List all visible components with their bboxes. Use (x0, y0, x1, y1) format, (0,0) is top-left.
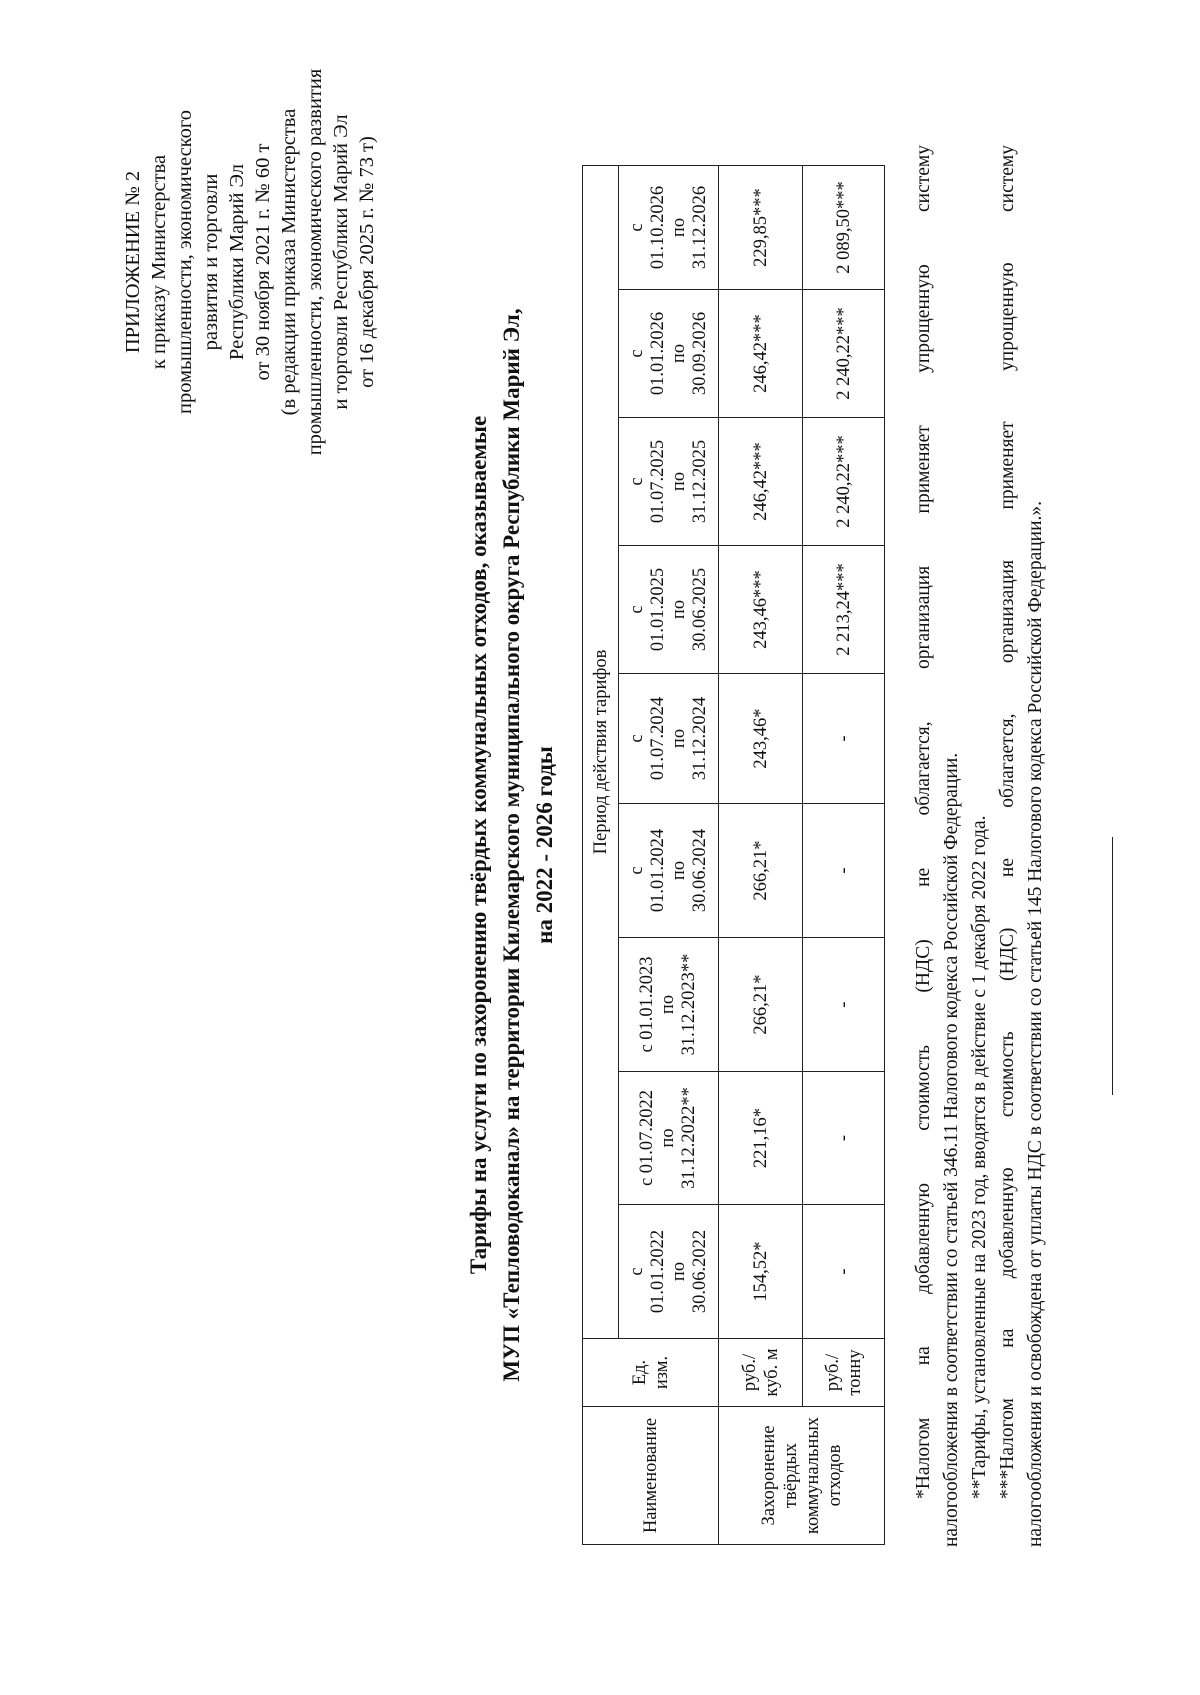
header-line: Республики Марий Эл (226, 163, 248, 361)
header-line: развития и торговли (200, 173, 222, 351)
tariff-table (582, 165, 885, 1545)
header-line: ПРИЛОЖЕНИЕ № 2 (122, 170, 144, 354)
footnotes (910, 145, 1050, 1547)
header-line: промышленности, экономического (174, 110, 196, 414)
tariff-value-cell: - (803, 1205, 885, 1339)
tariff-value-cell: - (803, 674, 885, 804)
header-line: промышленности, экономического развития (304, 68, 326, 456)
appendix-header (120, 47, 380, 477)
title-line-2: МУП «Тепловодоканал» на территории Килемарского муниципального округа Республики Марий Эл, (499, 308, 524, 1382)
table-row (803, 166, 885, 1545)
tariff-value-cell: 266,21* (719, 804, 803, 938)
period-cell: с 01.10.2026 по 31.12.2026 (619, 166, 719, 290)
table-header-row (583, 166, 619, 1545)
tariff-value-cell: 246,42*** (719, 290, 803, 418)
title-line-1: Тарифы на услуги по захоронению твёрдых коммунальных отходов, оказываемые (466, 415, 491, 1275)
tariff-value-cell: 243,46*** (719, 546, 803, 674)
footnote-3-line-2: налогообложения и освобождена от уплаты НДС в соответствии со статьей 145 Налогового кодекса Российской Федерации.». (1025, 500, 1046, 1547)
period-cell: с 01.07.2024 по 31.12.2024 (619, 674, 719, 804)
column-header-name: Наименование (583, 1407, 719, 1545)
table-row (719, 166, 803, 1545)
document-title (462, 115, 561, 1575)
header-line: к приказу Министерства (148, 154, 170, 370)
tariff-value-cell: 154,52* (719, 1205, 803, 1339)
tariff-value-cell: 2 089,50*** (803, 166, 885, 290)
unit-cell: руб./ тонну (803, 1339, 885, 1407)
footnote-3-line-1: ***Налогом на добавленную стоимость (НДС) не облагается, организация применяет упрощенную систему (997, 145, 1018, 1499)
header-line: и торговли Республики Марий Эл (330, 114, 352, 410)
unit-cell: руб./ куб. м (719, 1339, 803, 1407)
service-name-cell: Захоронение твёрдых коммунальных отходов (719, 1407, 885, 1545)
period-header-row (619, 166, 719, 1545)
footnote-1-line-1: *Налогом на добавленную стоимость (НДС) не облагается, организация применяет упрощенную систему (913, 145, 934, 1499)
period-cell: с 01.01.2022 по 30.06.2022 (619, 1205, 719, 1339)
tariff-value-cell: 243,46* (719, 674, 803, 804)
footnote-1-line-2: налогообложения в соответствии со статьей 346.11 Налогового кодекса Российской Федерации. (941, 752, 962, 1547)
header-line: от 16 декабря 2025 г. № 73 т) (356, 136, 378, 388)
closing-rule (1112, 837, 1113, 1095)
tariff-value-cell: 2 213,24*** (803, 546, 885, 674)
tariff-value-cell: 229,85*** (719, 166, 803, 290)
period-cell: с 01.01.2024 по 30.06.2024 (619, 804, 719, 938)
period-cell: с 01.07.2025 по 31.12.2025 (619, 418, 719, 546)
tariff-value-cell: - (803, 938, 885, 1072)
column-header-unit: Ед. изм. (583, 1339, 719, 1407)
tariff-value-cell: 2 240,22*** (803, 418, 885, 546)
tariff-value-cell: - (803, 804, 885, 938)
header-line: от 30 ноября 2021 г. № 60 т (252, 143, 274, 381)
tariff-value-cell: 221,16* (719, 1072, 803, 1205)
tariff-value-cell: 2 240,22*** (803, 290, 885, 418)
title-line-3: на 2022 - 2026 годы (532, 746, 557, 944)
tariff-value-cell: 246,42*** (719, 418, 803, 546)
column-header-period: Период действия тарифов (583, 166, 619, 1339)
period-cell: с 01.01.2026 по 30.09.2026 (619, 290, 719, 418)
tariff-value-cell: 266,21* (719, 938, 803, 1072)
tariff-value-cell: - (803, 1072, 885, 1205)
period-cell: с 01.01.2023 по 31.12.2023** (619, 938, 719, 1072)
header-line: (в редакции приказа Министерства (278, 108, 300, 416)
period-cell: с 01.01.2025 по 30.06.2025 (619, 546, 719, 674)
period-cell: с 01.07.2022 по 31.12.2022** (619, 1072, 719, 1205)
footnote-2: **Тарифы, установленные на 2023 год, вводятся в действие с 1 декабря 2022 года. (969, 815, 990, 1499)
